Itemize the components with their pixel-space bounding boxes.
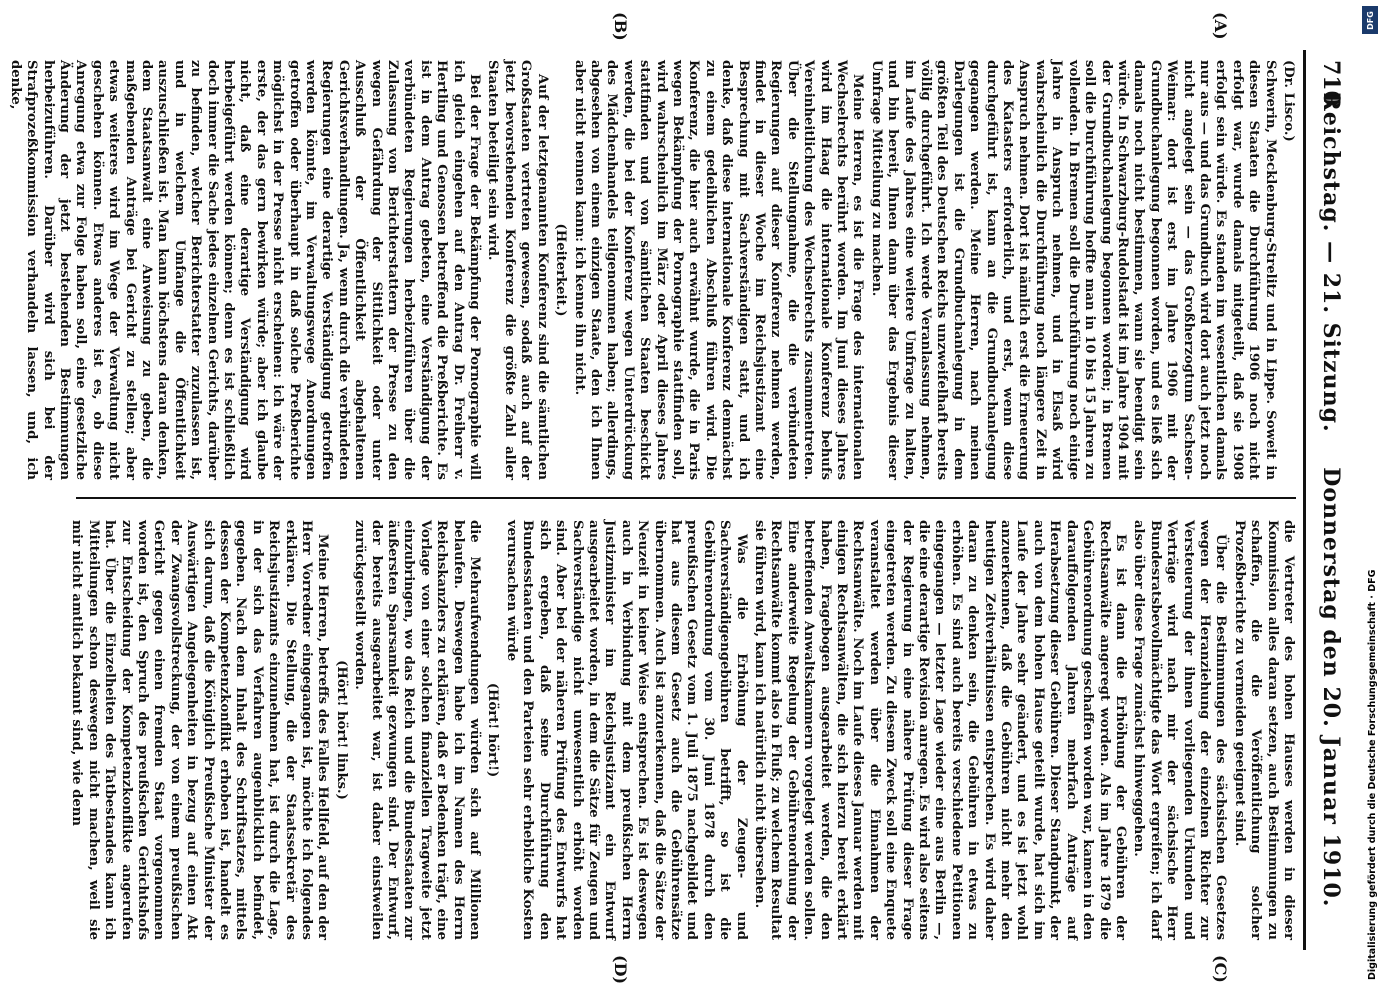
interjection: (Heiterkeit.) bbox=[553, 223, 569, 317]
header-title: Reichstag. — 21. Sitzung. bbox=[1318, 92, 1344, 433]
dfg-logo: DFG bbox=[1362, 6, 1378, 34]
left-paragraph: Schwerin, Mecklenburg-Strelitz und in Lippe. Soweit in diesen Staaten die Durchführung 1906 noch nicht erfolgt war, wurde damals mitgeteilt, daß sie 1908 erfolgt sein würde. Es standen im wesentlichen damals nur aus — und das Grundbuch wird dort auch jetzt noch nicht angelegt sein — das Großherzogtum Sachsen-Weimar: dort ist erst im Jahre 1906 mit der Grundbuchanlegung begonnen worden, und es ließ sich damals noch nicht bestimmen, wann sie beendigt sein würde. In Schwarzburg-Rudolstadt ist im Jahre 1904 mit der Grundbuchanlegung begonnen worden; in Bremen soll die Durchführung hoffte man in 10 bis 15 Jahren zu vollenden. In Bremen soll die Durchführung noch einige Jahre in Anspruch nehmen, und in Elsaß wird wahrscheinlich die Durchführung noch längere Zeit in Anspruch nehmen. Dort ist nämlich erst die Erneuerung des Katasters erforderlich, und erst, wenn diese durchgeführt ist, kann an die Grundbuchanlegung gegangen werden. Meine Herren, nach meinen Darlegungen ist die Grundbuchanlegung in dem größten Teil des Deutschen Reichs unzweifelhaft bereits völlig durchgeführt. Ich werde Veranlassung nehmen, im Laufe des Jahres eine weitere Umfrage zu halten, und bin bereit, Ihnen dann über das Ergebnis dieser Umfrage Mitteilung zu machen. bbox=[868, 60, 1278, 480]
page-header bbox=[1310, 50, 1350, 950]
left-paragraph: Auf der letztgenannten Konferenz sind die sämtlichen Großstaaten vertreten gewesen, sodaß auch auf der jetzt bevorstehenden Konferenz die größte Zahl aller Staaten beteiligt sein wird. bbox=[485, 60, 550, 480]
speaker-label: (Dr. Lisco.) bbox=[1281, 60, 1296, 142]
interjection: (Hört! hört! links.) bbox=[333, 660, 349, 800]
right-paragraph: Es ist dann die Erhöhung der Gebühren der Rechtsanwälte angeregt worden. Als im Jahre 1879 die Gebührenordnung geschaffen worden war, kamen in den darauffolgenden Jahren mehrfach Anträge auf Herabsetzung dieser Gebühren. Dieser Standpunkt, der auch von dem hohen Hause geteilt wurde, hat sich im Laufe der Jahre sehr geändert, und es ist jetzt wohl anzuerkennen, daß die Gebühren nicht mehr den heutigen Zeitverhältnissen entsprechen. Es wird daher daran zu denken sein, die Gebühren in etwas zu erhöhen. Es sind auch bereits verschiedene Petitionen eingegangen — letzter Lage wieder eine aus Berlin —, die eine derartige Revision anregen. Es wird also seitens der Regierung in eine nähere Prüfung dieser Frage eingetreten werden. Zu diesem Zweck soll eine Enquete veranstaltet werden über die Einnahmen der Rechtsanwälte. Noch im Laufe dieses Januar werden mit einigen Rechtsanwälten, die sich hierzu bereit erklärt haben, Fragebogen ausgearbeitet werden, die den betreffenden Anwaltskammern vorgelegt werden sollen. Eine anderweite Regelung der Gebührenordnung der Rechtsanwälte kommt also in Fluß; zu welchem Resultat sie führen wird, kann ich natürlich nicht übersehen. bbox=[752, 520, 1128, 940]
digitization-credit: Digitalisierung gefördert durch die Deutsche Forschungsgemeinschaft · DFG bbox=[1367, 569, 1378, 980]
right-paragraph: die Mehraufwendungen würden sich auf Millionen belaufen. Deswegen habe ich im Namen des Herrn Reichskanzlers zu erklären, daß er Bedenken trägt, eine Vorlage von einer solchen finanziellen Tragweite jetzt einzubringen, wo das Reich und die Bundesstaaten zur äußersten Sparsamkeit gezwungen sind. Der Entwurf, der bereits ausgearbeitet war, ist daher einstweilen zurückgestellt worden. bbox=[352, 520, 483, 940]
margin-marker-b: (B) bbox=[611, 12, 630, 41]
header-date: Donnerstag den 20. Januar 1910. bbox=[1318, 467, 1344, 908]
left-paragraph: Bei der Frage der Bekämpfung der Pornographie will ich gleich eingehen auf den Antrag Dr. Freiherr v. Hertling und Genossen betreffend die Preßberichte. Es ist in dem Antrag gebeten, eine Verständigung der verbündeten Regierungen herbeizuführen über die Zulassung von Berichterstattern der Presse zu den wegen Gefährdung der Sittlichkeit oder unter Ausschluß der Öffentlichkeit abgehaltenen Gerichtsverhandlungen. Ja, wenn durch die verbündeten Regierungen eine derartige Verständigung getroffen werden könnte, im Verwaltungswege Anordnungen getroffen oder überhaupt in daß solche Preßberichte möglichst in der Presse nicht erscheinen: ich wäre der erste, der das gern bewirken würde; aber ich glaube nicht, daß eine derartige Verständigung wird herbeigeführt werden können; denn es ist schließlich doch immer die Sache jedes einzelnen Gerichts, darüber zu befinden, welcher Berichterstatter zuzulassen ist, und in welchem Umfange die Öffentlichkeit auszuschließen ist. Man kann höchstens daran denken, dem Staatsanwalt eine Anweisung zu geben, die maßgebenden Anträge bei Gericht zu stellen; aber etwas weiteres wird im Wege der Verwaltung nicht geschehen können. Etwas anderes ist es, ob diese Anregung etwa zur Folge haben soll, eine gesetzliche Änderung der jetzt bestehenden Bestimmungen herbeizuführen. Darüber wird sich bei der Strafprozeßkommission verhandeln lassen, und, ich denke, bbox=[7, 60, 483, 480]
right-paragraph: Meine Herren, betreffs des Falles Hellfeld, auf den der Herr Vorredner eingegangen ist, möchte ich folgendes erklären. Die Stellung, die der Staatssekretär des Reichsjustizamts einzunehmen hat, ist durch die Lage, in der sich das Verfahren augenblicklich befindet, gegeben. Nach dem Inhalt des Schriftsatzes, mittels dessen der Kompetenzkonflikt erhoben ist, handelt es sich darum, daß die Königlich Preußische Minister der Auswärtigen Angelegenheiten in bezug auf einen Akt der Zwangsvollstreckung, der von einem preußischen Gericht gegen einen fremden Staat vorgenommen worden ist, den Spruch des preußischen Gerichtshofs zur Entscheidung der Kompetenzkonflikte angerufen hat. Über die Einzelheiten des Tatbestandes kann ich Mitteilungen schon deswegen nicht machen, weil sie mir nicht amtlich bekannt sind, wie denn bbox=[69, 520, 331, 940]
margin-marker-d: (D) bbox=[611, 955, 630, 985]
left-column bbox=[7, 60, 1296, 480]
margin-marker-a: (A) bbox=[1211, 12, 1230, 40]
scanned-page bbox=[7, 12, 1350, 985]
margin-marker-c: (C) bbox=[1211, 955, 1230, 983]
right-paragraph: die Vertreter des hohen Hauses werden in dieser Kommission alles daran setzen, auch Bestimmungen zu schaffen, die die Veröffentlichung solcher Prozeßberichte zu vermeiden geeignet sind. bbox=[1231, 520, 1296, 940]
interjection: (Hört! hört!) bbox=[485, 682, 501, 778]
header-rule bbox=[1303, 50, 1306, 950]
column-divider bbox=[76, 497, 1296, 499]
left-paragraph: Meine Herren, es ist die Frage des internationalen Wechselrechts berührt worden. Im Juni dieses Jahres wird im Haag die internationale Konferenz behufs Vereinheitlichung des Wechselrechts zusammentreten. Über die Stellungnahme, die die verbündeten Regierungen auf dieser Konferenz nehmen werden, findet in dieser Woche im Reichsjustizamt eine Besprechung mit Sachverständigen statt, und ich denke, daß diese internationale Konferenz demnächst zu einem gedeihlichen Abschluß führen wird. Die Konferenz, die hier auch erwähnt wurde, die in Paris wegen Bekämpfung der Pornographie stattfinden soll, wird wahrscheinlich im März oder April dieses Jahres stattfinden und von sämtlichen Staaten beschickt werden, die bei der Konferenz wegen Unterdrückung des Mädchenhandels teilgenommen haben; allerdings, abgesehen von einem einzigen Staate, den ich Ihnen aber nicht nennen kann: ich kenne ihn nicht. bbox=[571, 60, 866, 480]
page-title bbox=[1318, 50, 1344, 950]
right-column bbox=[69, 520, 1296, 940]
right-paragraph: Was die Erhöhung der Zeugen- und Sachverständigengebühren betrifft, so ist die Gebührenordnung vom 30. Juni 1878 durch den preußischen Gesetz vom 1. Juli 1875 nachgebildet und hat aus diesem Gesetz auch die Gebührensätze übernommen. Auch ist anzuerkennen, daß die Sätze der Neuzeit in keiner Weise entsprechen. Es ist deswegen auch in Verbindung mit dem preußischen Herrn Justizminister im Reichsjustizamt ein Entwurf ausgearbeitet worden, in dem die Sätze für Zeugen und Sachverständige nicht unwesentlich erhöht worden sind. Aber bei der näheren Prüfung des Entwurfs hat sich ergeben, daß seine Durchführung den Bundesstaaten und den Parteien sehr erhebliche Kosten verursachen würde bbox=[503, 520, 749, 940]
right-paragraph: Über die Bestimmungen des sächsischen Gesetzes wegen der Heranziehung der einzelnen Richter zur Versteuerung der ihnen vorliegenden Urkunden und Verträge wird nach mir der sächsische Herr Bundesratsbevollmächtigte das Wort ergreifen; ich darf also über diese Frage zunächst hinweggehen. bbox=[1131, 520, 1229, 940]
page-number: 710 bbox=[1318, 60, 1344, 106]
